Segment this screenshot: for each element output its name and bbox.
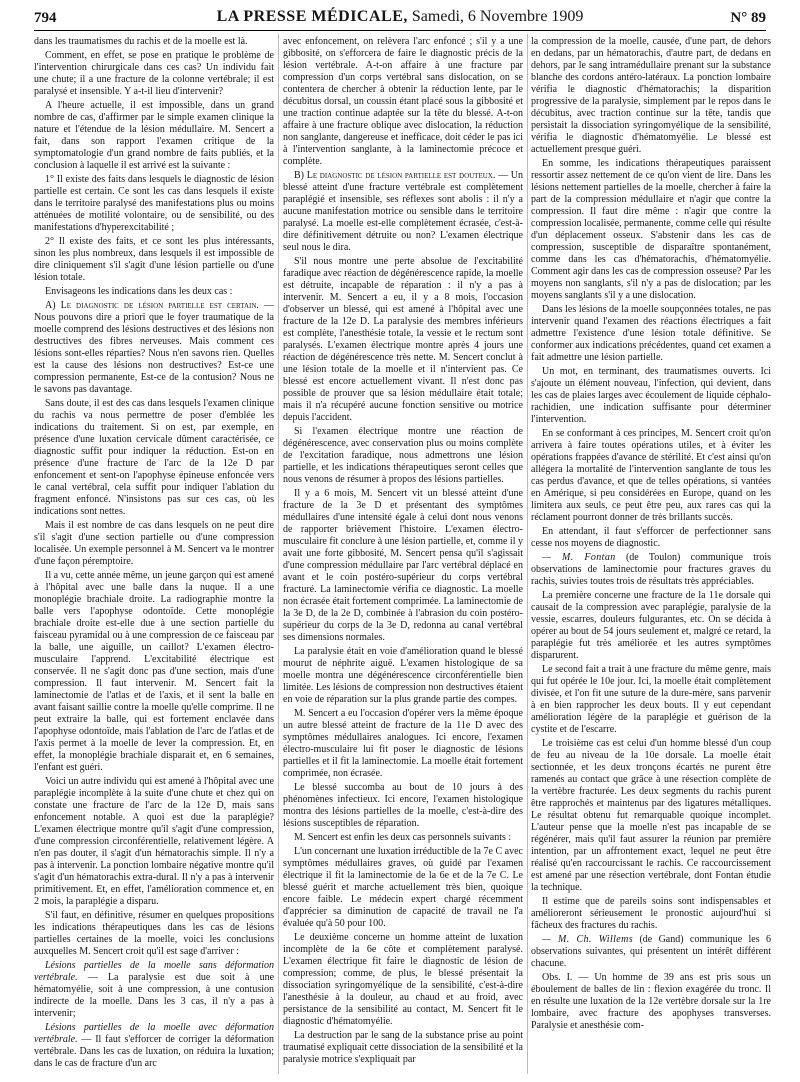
- paragraph: Il estime que de pareils soins sont indispensables et amélioreront sérieusement le pronostic aujourd'hui si fâcheux des fractures du rachis.: [531, 896, 771, 931]
- paragraph: La paralysie était en voie d'amélioration quand le blessé mourut de néphrite aiguë. L'examen histologique de sa moelle montra une dégénérescence circonférentielle bien limitée. Les lésions de compression non destructives étaient en voie de réparation sur la plus grande partie des compes.: [283, 646, 523, 705]
- paragraph: Le deuxième concerne un homme atteint de luxation incomplète de la 6e côte et complètement paralysé. L'examen électrique fit faire le diagnostic de lésion de compression; comme, de plus, le blessé présentait la dissociation syringomyélique de la sensibilité, c'est-à-dire l'anesthésie à la douleur, au chaud et au froid, avec persistance de la sensibilité au contact, M. Sencert fit le diagnostic d'hématomyélie.: [283, 932, 523, 1027]
- paragraph: M. Sencert a eu l'occasion d'opérer vers la même époque un autre blessé atteint de fracture de la 11e D avec des symptômes médullaires analogues. Ici encore, l'examen électro-musculaire lui fit poser le diagnostic de lésions partielles et il fit la laminectomie. La moelle était fortement comprimée, non écrasée.: [283, 708, 523, 779]
- paragraph-text: — Il faut s'efforcer de corriger la déformation vertébrale. Dans les cas de luxation, on réduira la luxation; dans le cas de fracture d'un arc: [34, 1034, 274, 1069]
- paragraph: La destruction par le sang de la substance prise au point traumatisé expliquait cette dissociation de la sensibilité et la paralysie motrice s'expliquait par: [283, 1030, 523, 1065]
- paragraph: En se conformant à ces principes, M. Sencert croit qu'on arrivera à faire toutes opérations utiles, et à éviter les opérations frappées d'avance de stérilité. Et c'est ainsi qu'on allégera la mortalité de l'intervention sanglante de tous les cas perdus d'avance, et que de telles opérations, si vantées en Amérique, si peu considérées en Europe, quand on les limitera aux seuls, ce peut être peu, aux rares cas qui la réclament pourront donner de très brillants succès.: [531, 428, 771, 523]
- issue-number: N° 89: [730, 10, 766, 26]
- speaker-name: — M. Fontan: [542, 552, 616, 563]
- paragraph: [283, 170, 523, 254]
- paragraph: Comment, en effet, se pose en pratique le problème de l'intervention chirurgicale dans ces cas? Un individu fait une chute; il a une fracture de la colonne vertébrale; il est paralysé et insensible. Y a-t-il lieu d'intervenir?: [34, 50, 274, 97]
- paragraph: [34, 1022, 274, 1070]
- paragraph: M. Sencert est enfin les deux cas personnels suivants :: [294, 832, 512, 843]
- masthead: [34, 8, 766, 26]
- paragraph: Sans doute, il est des cas dans lesquels l'examen clinique du rachis va nous permettre de poser d'emblée les indications du traitement. Si on est, par exemple, en présence d'une luxation cervicale dûment caractérisée, ce diagnostic suffit pour indiquer la réduction. Est-on en présence d'une fracture de l'arc de la 12e D par enfoncement et sent-on l'apophyse épineuse enfoncée vers le canal vertébral, cela suffit pour indiquer l'ablation du fragment enfoncé. N'insistons pas sur ces cas, où les indications sont nettes.: [34, 398, 274, 517]
- paragraph: S'il nous montre une perte absolue de l'excitabilité faradique avec réaction de dégénérescence rapide, la moelle est détruite, incapable de réparation : il n'y a pas à intervenir. M. Sencert a eu, il y a 8 mois, l'occasion d'observer un blessé, qui est amené à l'hôpital avec une fracture de la 12e D. La paralysie des membres inférieurs est complète, l'anesthésie totale, la vessie et le rectum sont paralysés. L'examen électrique montre après 4 jours une réaction de dégénérescence très nette. M. Sencert conclut à une lésion totale de la moelle et il n'intervient pas. Ce blessé est encore actuellement vivant. Il n'est donc pas possible de prouver que sa lésion médullaire était totale; mais il n'a récupéré aucune fonction sensitive ou motrice depuis l'accident.: [283, 256, 523, 423]
- page-number: 794: [34, 10, 57, 26]
- paragraph-text: (de Toulon) communique trois observations de laminectomie pour fractures graves du rachis, suivies toutes trois de résultats très appréciables.: [531, 552, 771, 587]
- paragraph: Le second fait a trait à une fracture du même genre, mais qui fut opérée le 10e jour. Ici, la moelle était complètement divisée, et l'on fit une suture de la dure-mère, sans parvenir à en bien rapprocher les deux bouts. Il y eut cependant amélioration légère de la paraplégie et guérison de la cystite et de l'escarre.: [531, 664, 771, 735]
- issue-date: Samedi, 6 Novembre 1909: [411, 8, 584, 25]
- paragraph: [34, 300, 274, 396]
- paragraph: A l'heure actuelle, il est impossible, dans un grand nombre de cas, d'affirmer par le simple examen clinique la nature et l'étendue de la lésion médullaire. M. Sencert a fait, dans son rapport l'examen critique de la symptomatologie d'un grand nombre de faits publiés, et la conclusion à laquelle il est arrivé est la suivante :: [34, 100, 274, 171]
- paragraph-text: — La paralysie est due soit à une hématomyélie, soit à une compression, à une contusion indirecte de la moelle. Dans les 3 cas, il n'y a pas à intervenir;: [34, 972, 274, 1019]
- paragraph: 2° Il existe des faits, et ce sont les plus intéressants, sinon les plus nombreux, dans lesquels il est impossible de dire cliniquement s'il s'agit d'une lésion partielle ou d'une lésion totale.: [34, 236, 274, 283]
- paragraph: Un mot, en terminant, des traumatismes ouverts. Ici s'ajoute un élément nouveau, l'infection, qui devient, dans les cas de plaies larges avec écoulement de liquide céphalo-rachidien, une indication suffisante pour déterminer l'intervention.: [531, 366, 771, 425]
- page-header: [34, 8, 766, 30]
- column-divider: [527, 34, 528, 1074]
- paragraph: 1° Il existe des faits dans lesquels le diagnostic de lésion partielle est certain. Ce sont les cas dans lesquels il existe dans le territoire paralysé des manifestations plus ou moins atténuées de motilité volontaire, ou de sensibilité, ou des manifestations d'hyperexcitabilité ;: [34, 174, 274, 233]
- paragraph: Voici un autre individu qui est amené à l'hôpital avec une paraplégie incomplète à la suite d'une chute et chez qui on constate une fracture de l'arc de la 12e D, mais sans enfoncement notable. A quoi est due la paraplégie? L'examen électrique montre qu'il s'agit d'une compression, d'une compression circonférentielle, relativement légère. A n'en pas douter, il s'agit d'un hématorachis simple. Il n'y a pas à intervenir. La ponction lombaire négative montre qu'il s'agit d'un hématorachis extra-dural. Il n'y a pas à intervenir primitivement. Et, en effet, l'amélioration commence et, en 2 mois, la paraplégie a disparu.: [34, 776, 274, 907]
- speaker-name: — M. Ch. Willems: [542, 934, 634, 945]
- paragraph: Le troisième cas est celui d'un homme blessé d'un coup de feu au niveau de la 10e dorsale. La moelle était sectionnée, et les deux tronçons écartés ne purent être ramenés au contact que grâce à une résection complète de la vertèbre fracturée. Les deux segments du rachis purent être rapprochés et maintenus par des ligatures métalliques. Le résultat obtenu fut remarquable quoique incomplet. L'auteur pense que la moelle n'est pas incapable de se régénérer, mais qu'il faut assurer la réunion par première intention, par un affrontement exact, lequel ne peut être réalisé qu'en raccourcissant le rachis. Ce raccourcissement est amené par une résection vertébrale, dont Fontan étudie la technique.: [531, 738, 771, 893]
- paragraph: S'il faut, en définitive, résumer en quelques propositions les indications thérapeutiques dans les cas de lésions partielles certaines de la moelle, voici les conclusions auxquelles M. Sencert croit qu'il est sage d'arriver :: [34, 910, 274, 957]
- paragraph-text: — Nous pouvons dire a priori que le foyer traumatique de la moelle comprend des lésions destructives et des lésions non destructives des fibres nerveuses. Mais comment ces lésions sont-elles réparties? Nous n'en savons rien. Quelles est la cause des lésions non destructives? Est-ce une compression permanente, Est-ce de la contusion? Nous ne le savons pas davantage.: [34, 300, 274, 395]
- paragraph: [531, 934, 771, 970]
- paragraph: Il a vu, cette année même, un jeune garçon qui est amené à l'hôpital avec une balle dans la nuque. Il a une monoplégie brachiale droite. La radiographie montre la balle vers l'apophyse odontoïde. Cette monoplégie brachiale droite est-elle due à une section partielle du faisceau pyramidal ou à une compression de ce faisceau par la balle, une aiguille, un caillot? L'examen électro-musculaire l'apprend. L'excitabilité électrique est conservée. Il ne s'agit donc pas d'une section, mais d'une compression. Il faut intervenir. M. Sencert fait la laminectomie de l'atlas et de l'axis, et il sent la balle en avant faisant saillie contre la moelle qu'elle comprime. Il ne peut extraire la balle, qui est fortement enclavée dans l'apophyse odontoïde, mais l'ablation de l'arc de l'atlas et de l'axis permet à la moelle de lever la compression. Et, en effet, la monoplégie brachiale disparait et, en 6 semaines, l'enfant est guéri.: [34, 570, 274, 773]
- paragraph: la compression de la moelle, causée, d'une part, de dehors en dedans, par un hématorachis, d'autre part, de dedans en dehors, par le sang intramédullaire prenant sur la substance blanche des cordons antéro-latéraux. La ponction lombaire vérifia le diagnostic d'hématorachis; la disparition progressive de la paralysie, simplement par le repos dans le décubitus, avec traction continue sur la tête, tandis que persistait la dissociation syringomyélique de la sensibilité, vérifia le diagnostic d'hématomyélie. Le blessé est actuellement presque guéri.: [531, 36, 771, 155]
- paragraph: [531, 552, 771, 588]
- text-column-2: [283, 36, 523, 1076]
- italic-heading: Lésions partielles de la moelle sans déformation vertébrale.: [34, 960, 274, 983]
- paragraph-text: — Un blessé atteint d'une fracture vertébrale est complètement paraplégié et insensible, ses réflexes sont abolis : il n'y a aucune manifestation motrice ou sensible dans le territoire paralysé. La moelle est-elle complètement écrasée, c'est-à-dire définitivement détruite ou non? L'examen électrique seul nous le dira.: [283, 170, 523, 253]
- paragraph-text: — Un homme de 39 ans est pris sous un éboulement de balles de lin : flexion exagérée du tronc. Il en résulte une luxation de la 12e vertèbre dorsale sur la 1re lombaire, avec fracture des apophyses transverses. Paralysie et anesthésie com-: [531, 972, 771, 1031]
- text-column-1: [34, 36, 274, 1076]
- header-rule: [34, 30, 766, 31]
- paragraph: Envisageons les indications dans les deux cas :: [45, 286, 233, 297]
- paragraph: Dans les lésions de la moelle soupçonnées totales, ne pas intervenir quand l'examen des réactions électriques a fait admettre l'existence d'une lésion totale définitive. Se conformer aux indications précédentes, quand cet examen a fait admettre une lésion partielle.: [531, 304, 771, 363]
- paragraph: Le blessé succomba au bout de 10 jours à des phénomènes infectieux. Ici encore, l'examen histologique montra des lésions partielles de la moelle, c'est-à-dire des lésions susceptibles de réparation.: [283, 782, 523, 829]
- paragraph: Si l'examen électrique montre une réaction de dégénérescence, avec conservation plus ou moins complète de l'excitation faradique, nous admettrons une lésion partielle, et les indications thérapeutiques seront celles que nous venons de résumer à propos des lésions partielles.: [283, 426, 523, 485]
- text-column-3: [531, 36, 771, 1076]
- paragraph: [34, 960, 274, 1020]
- paragraph: L'un concernant une luxation irréductible de la 7e C avec symptômes médullaires graves, où guidé par l'examen électrique il fit la laminectomie de la 6e et de la 7e C. Le blessé guérit et marche actuellement très bien, quoique encore faible. Le médecin expert chargé récemment d'apprécier sa diminution de capacité de travail ne l'a évaluée qu'à 50 pour 100.: [283, 846, 523, 929]
- section-heading: A) Le diagnostic de lésion partielle est certain.: [45, 300, 259, 311]
- paragraph: Il y a 6 mois, M. Sencert vit un blessé atteint d'une fracture de la 3e D et présentant des symptômes médullaires d'une intensité égale à celui dont nous venons de rapporter brièvement l'histoire. L'examen électro-musculaire fit conclure à une lésion partielle, et, comme il y avait une forte gibbosité, M. Sencert pensa qu'il s'agissait d'une compression médullaire par l'arc vertébral déplacé en avant et le coin postéro-supérieur du corps vertébral fracturé. La laminectomie vérifia ce diagnostic. La moelle non écrasée était fortement comprimée. La laminectomie de la 3e D, de la 2e D, combinée à l'abrasion du coin postéro-supérieur du corps de la 3e D, redonna au canal vertébral ses dimensions normales.: [283, 488, 523, 643]
- paragraph: La première concerne une fracture de la 11e dorsale qui causait de la compression avec paraplégie, paralysie de la vessie, escarres, douleurs fulgurantes, etc. On se décida à opérer au bout de 54 jours seulement et, malgré ce retard, la paraplégie fut très améliorée et les autres symptômes disparurent.: [531, 590, 771, 661]
- paragraph: [531, 972, 771, 1032]
- italic-heading: Lésions partielles de la moelle avec déformation vertébrale.: [34, 1022, 274, 1045]
- paragraph: dans les traumatismes du rachis et de la moelle est là.: [34, 36, 248, 47]
- paragraph: Mais il est nombre de cas dans lesquels on ne peut dire s'il s'agit d'une section partielle ou d'une compression localisée. Un exemple personnel à M. Sencert va le montrer d'une façon péremptoire.: [34, 520, 274, 567]
- journal-title: LA PRESSE MÉDICALE,: [216, 8, 408, 25]
- paragraph-text: (de Gand) communique les 6 observations suivantes, qui présentent un intérêt différent chacune.: [531, 934, 771, 969]
- column-divider: [278, 34, 279, 1074]
- observation-label: Obs. I.: [542, 972, 573, 983]
- paragraph: En somme, les indications thérapeutiques paraissent ressortir assez nettement de ce qu'on vient de lire. Dans les lésions nettement partielles de la moelle, chercher à faire la part de la compression médullaire et n'agir que contre la compression. Il faut dire même : n'agir que contre la compression localisée, permanente, comme celle qui résulte d'un déplacement osseux. S'abstenir dans les cas de compression, susceptible de disparaître spontanément, comme dans les cas d'hématorachis, d'hématomyélie. Comment agir dans les cas de compression osseuse? Par les moyens non sanglants, s'il n'y a pas de dislocation; par les moyens sanglants s'il y a une dislocation.: [531, 158, 771, 301]
- paragraph: En attendant, il faut s'efforcer de perfectionner sans cesse nos moyens de diagnostic.: [531, 526, 771, 549]
- section-heading: B) Le diagnostic de lésion partielle est douteux.: [294, 170, 496, 181]
- paragraph: avec enfoncement, on relèvera l'arc enfoncé ; s'il y a une gibbosité, on s'efforcera de faire le diagnostic précis de la lésion vertébrale. A-t-on affaire à une fracture par compression d'un corps vertébral sans dislocation, on se contentera de chercher à obtenir la réduction lente, par le décubitus dorsal, un coussin étant placé sous la gibbosité et une traction continue adaptée sur la tête du blessé. A-t-on affaire à une fracture oblique avec dislocation, la réduction non sanglante, dangereuse et inefficace, doit céder le pas ici à l'intervention sanglante, à la laminectomie précoce et complète.: [283, 36, 523, 167]
